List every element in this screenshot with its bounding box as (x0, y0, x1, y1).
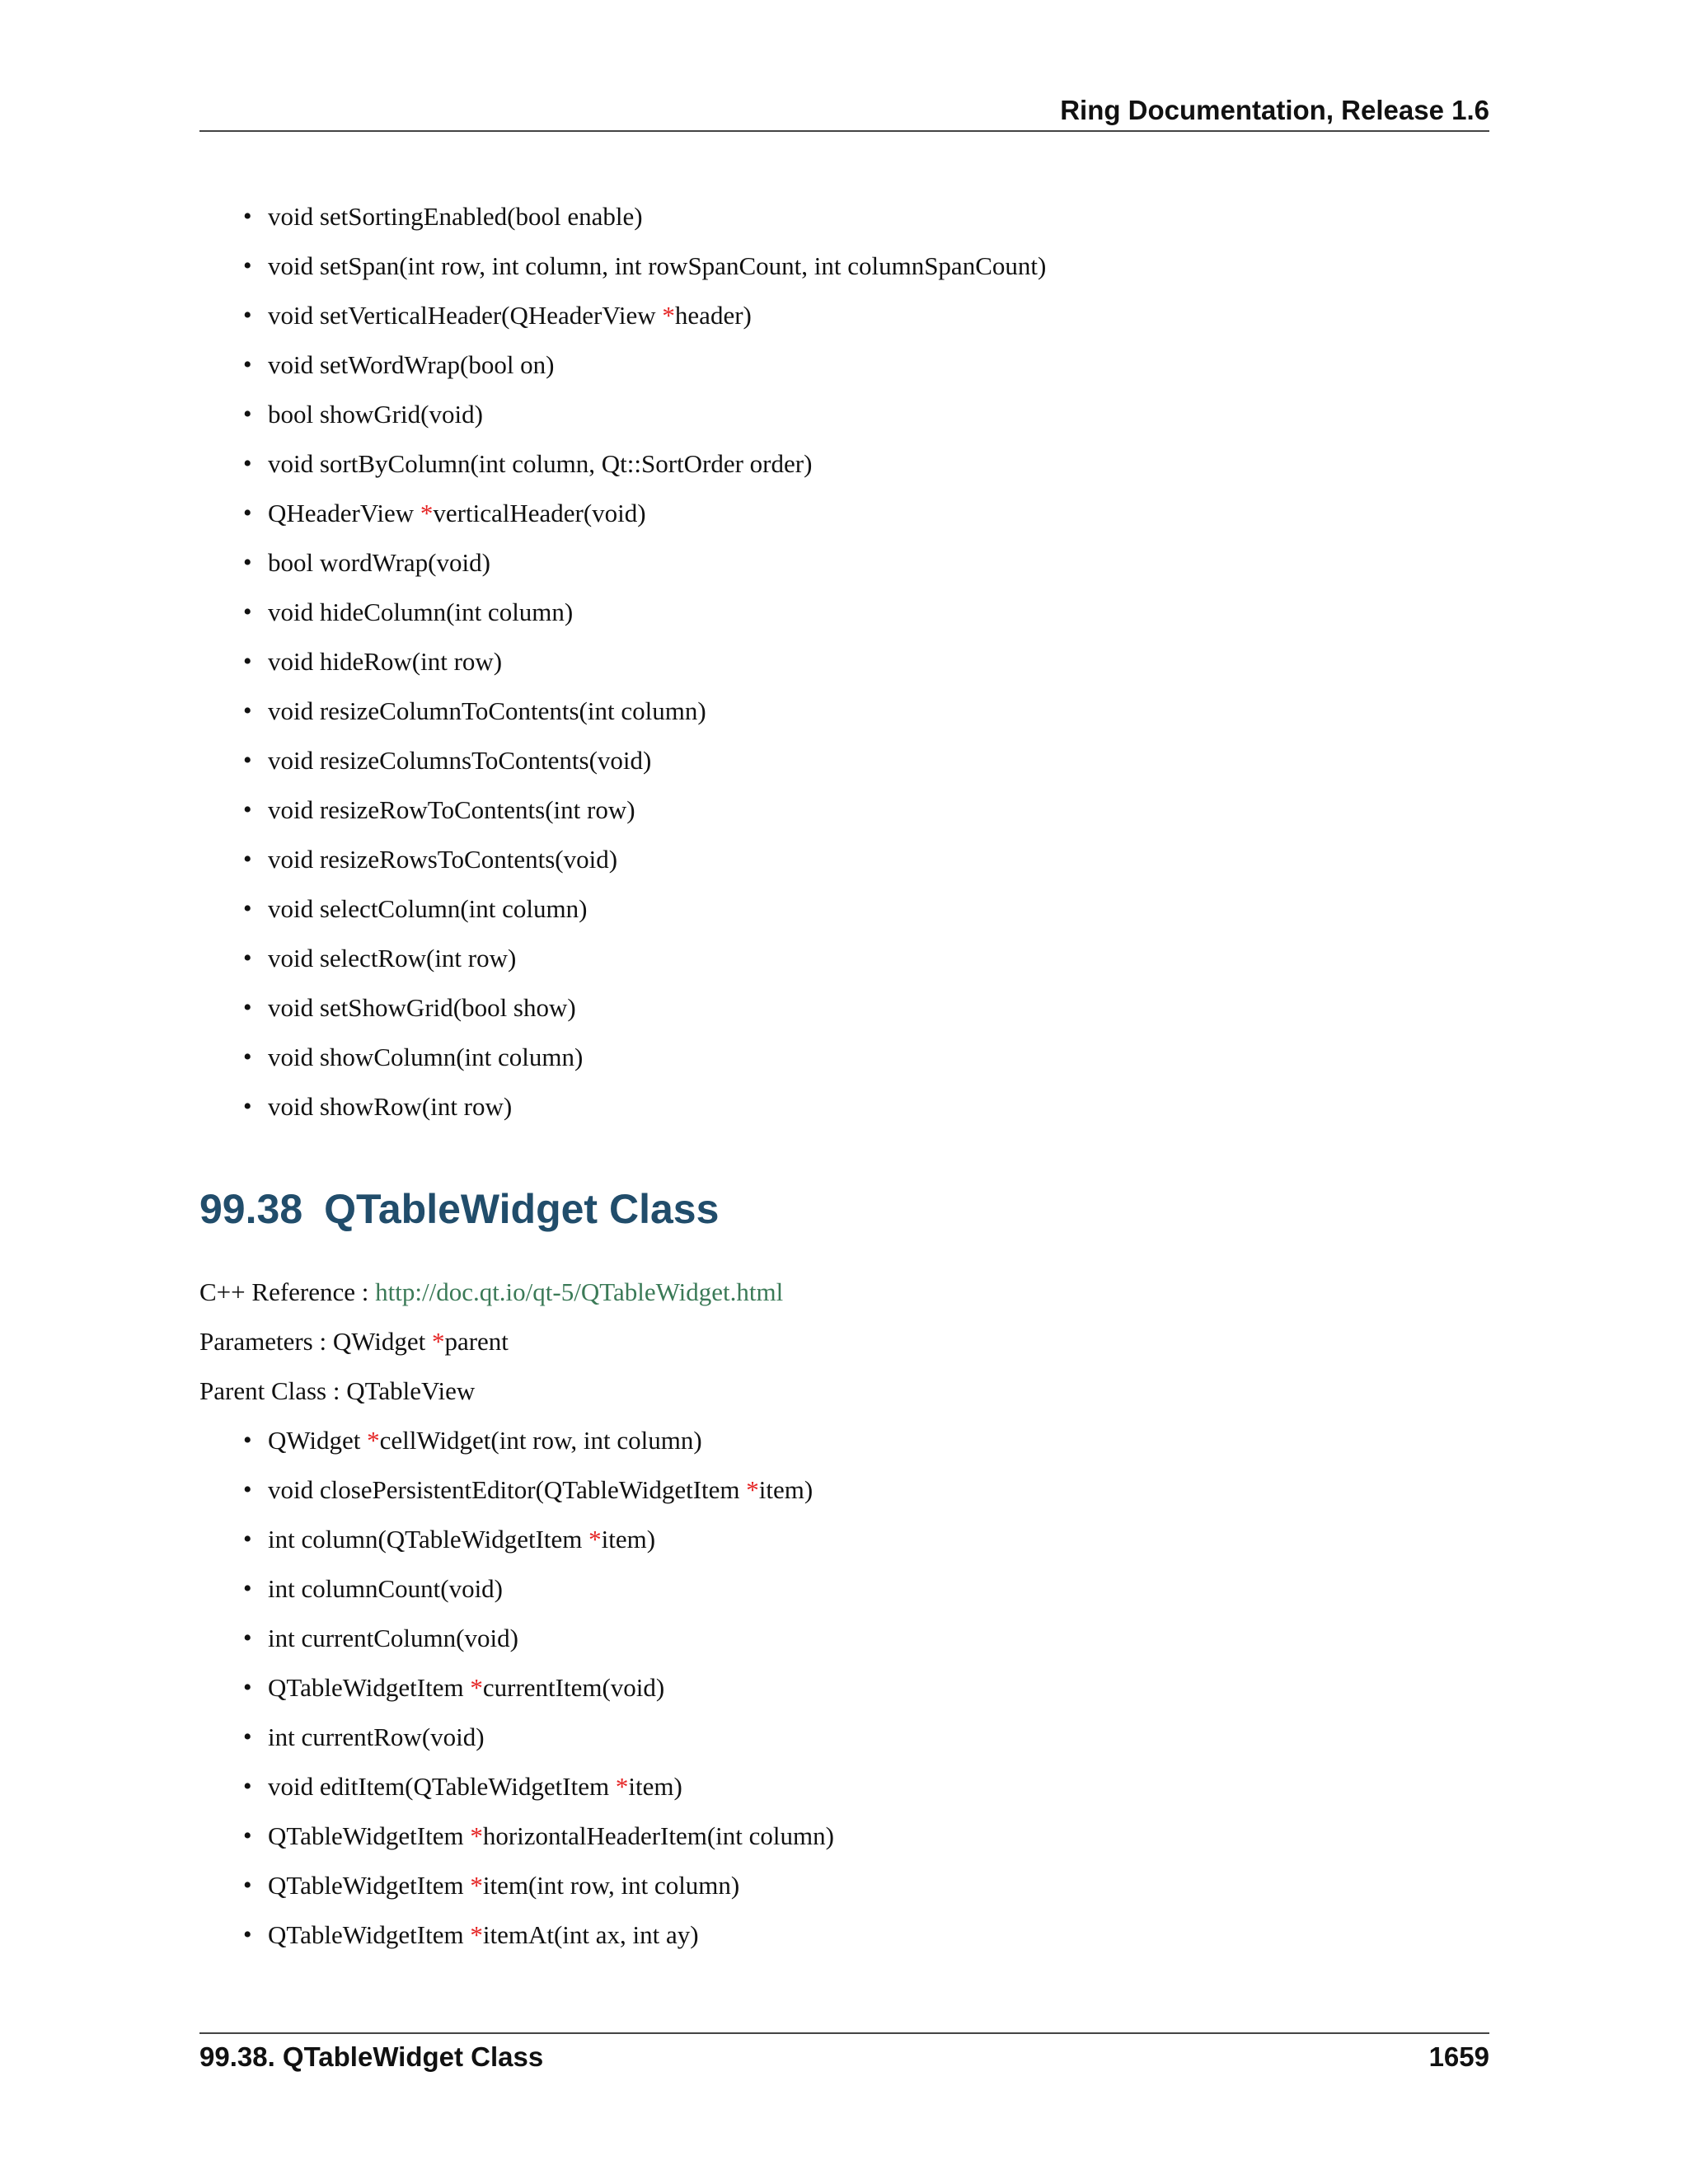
method-signature: void selectColumn(int column) (268, 894, 588, 923)
bullet-icon: • (243, 1575, 252, 1602)
bullet-icon: • (243, 1921, 252, 1948)
bullet-icon: • (243, 1093, 252, 1120)
bullet-icon: • (243, 499, 252, 527)
method-item (243, 1663, 1479, 1713)
cpp-reference-label: C++ Reference : (199, 1277, 376, 1306)
method-item (243, 687, 1479, 736)
method-signature: void setSpan(int row, int column, int rowSpanCount, int columnSpanCount) (268, 251, 1047, 280)
pointer-star: * (470, 1673, 483, 1702)
method-signature-rest: horizontalHeaderItem(int column) (482, 1821, 834, 1850)
method-signature-rest: item) (628, 1772, 682, 1801)
parameters-line (199, 1317, 509, 1366)
bullet-icon: • (243, 994, 252, 1021)
method-signature: void setVerticalHeader(QHeaderView (268, 301, 663, 330)
pointer-star: * (367, 1426, 380, 1455)
bullet-icon: • (243, 747, 252, 774)
bullet-icon: • (243, 1476, 252, 1503)
bullet-icon: • (243, 203, 252, 230)
method-signature: void showColumn(int column) (268, 1043, 584, 1071)
method-item (243, 983, 1479, 1033)
pointer-star: * (470, 1920, 483, 1949)
method-item (243, 736, 1479, 785)
bullet-icon: • (243, 895, 252, 922)
bullet-icon: • (243, 1526, 252, 1553)
method-signature: void setShowGrid(bool show) (268, 993, 576, 1022)
parent-class-line: Parent Class : QTableView (199, 1376, 476, 1405)
method-item (243, 1416, 1479, 1465)
method-item (243, 538, 1479, 588)
method-item (243, 835, 1479, 884)
bullet-icon: • (243, 351, 252, 378)
pointer-star: * (615, 1772, 629, 1801)
method-item (243, 1910, 1479, 1960)
method-item (243, 1762, 1479, 1811)
footer-section-title: 99.38. QTableWidget Class (199, 2041, 544, 2072)
method-signature: QTableWidgetItem (268, 1673, 471, 1702)
method-signature-rest: itemAt(int ax, int ay) (482, 1920, 699, 1949)
method-signature: bool wordWrap(void) (268, 548, 490, 577)
method-item (243, 1033, 1479, 1082)
method-signature-rest: cellWidget(int row, int column) (379, 1426, 702, 1455)
pointer-star: * (746, 1475, 759, 1504)
method-item (243, 192, 1479, 241)
method-signature: QTableWidgetItem (268, 1821, 471, 1850)
method-item (243, 390, 1479, 439)
cpp-reference-line (199, 1268, 783, 1317)
footer-divider (199, 2032, 1489, 2034)
method-signature: void sortByColumn(int column, Qt::SortOrder order) (268, 449, 813, 478)
header-divider (199, 130, 1489, 132)
bullet-icon: • (243, 1043, 252, 1071)
method-signature: QWidget (268, 1426, 368, 1455)
method-signature: bool showGrid(void) (268, 400, 483, 429)
method-signature: void hideRow(int row) (268, 647, 503, 676)
pointer-star: * (470, 1871, 483, 1900)
method-signature: void setWordWrap(bool on) (268, 350, 555, 379)
method-item (243, 1713, 1479, 1762)
method-signature: QTableWidgetItem (268, 1871, 471, 1900)
method-item (243, 439, 1479, 489)
method-signature-rest: currentItem(void) (482, 1673, 665, 1702)
method-signature: void selectRow(int row) (268, 944, 517, 972)
method-signature-rest: item) (601, 1525, 656, 1554)
bullet-icon: • (243, 944, 252, 972)
method-signature: int currentRow(void) (268, 1722, 485, 1751)
section-heading (199, 1180, 719, 1238)
bullet-icon: • (243, 648, 252, 675)
method-signature: int currentColumn(void) (268, 1624, 518, 1652)
document-page (199, 0, 1489, 2184)
bullet-icon: • (243, 401, 252, 428)
method-signature-rest: item(int row, int column) (482, 1871, 740, 1900)
pointer-star: * (662, 301, 675, 330)
bullet-icon: • (243, 1674, 252, 1701)
section-number: 99.38 (199, 1186, 303, 1232)
method-item (243, 637, 1479, 687)
method-item (243, 1515, 1479, 1564)
method-signature: QTableWidgetItem (268, 1920, 471, 1949)
method-signature: int columnCount(void) (268, 1574, 504, 1603)
bullet-icon: • (243, 796, 252, 823)
method-list-qtablewidget (243, 1416, 1479, 1960)
method-item (243, 340, 1479, 390)
method-item (243, 1082, 1479, 1132)
section-title-text: QTableWidget Class (324, 1186, 720, 1232)
method-signature: void resizeColumnsToContents(void) (268, 746, 652, 775)
pointer-star: * (470, 1821, 483, 1850)
bullet-icon: • (243, 549, 252, 576)
pointer-star: * (588, 1525, 602, 1554)
method-signature: void resizeRowsToContents(void) (268, 845, 618, 874)
method-item (243, 241, 1479, 291)
method-signature: void resizeRowToContents(int row) (268, 795, 635, 824)
method-signature-rest: verticalHeader(void) (433, 499, 646, 527)
bullet-icon: • (243, 1624, 252, 1652)
method-list-qtableview (243, 192, 1479, 1132)
method-item (243, 1465, 1479, 1515)
bullet-icon: • (243, 1427, 252, 1454)
method-item (243, 588, 1479, 637)
bullet-icon: • (243, 1773, 252, 1800)
method-signature: int column(QTableWidgetItem (268, 1525, 589, 1554)
method-signature: void showRow(int row) (268, 1092, 513, 1121)
method-item (243, 884, 1479, 934)
pointer-star: * (431, 1327, 445, 1356)
method-signature: void editItem(QTableWidgetItem (268, 1772, 616, 1801)
method-signature: QHeaderView (268, 499, 420, 527)
bullet-icon: • (243, 598, 252, 626)
method-item (243, 1614, 1479, 1663)
method-signature: void closePersistentEditor(QTableWidgetItem (268, 1475, 747, 1504)
method-signature-rest: item) (758, 1475, 814, 1504)
method-signature: void hideColumn(int column) (268, 598, 574, 626)
method-signature: void resizeColumnToContents(int column) (268, 696, 706, 725)
bullet-icon: • (243, 1723, 252, 1750)
bullet-icon: • (243, 1822, 252, 1849)
cpp-reference-link[interactable]: http://doc.qt.io/qt-5/QTableWidget.html (375, 1277, 784, 1306)
bullet-icon: • (243, 450, 252, 477)
method-item (243, 489, 1479, 538)
method-item (243, 934, 1479, 983)
page-number: 1659 (1428, 2041, 1489, 2072)
pointer-star: * (420, 499, 434, 527)
bullet-icon: • (243, 302, 252, 329)
method-item (243, 291, 1479, 340)
method-item (243, 785, 1479, 835)
running-header: Ring Documentation, Release 1.6 (1060, 95, 1489, 125)
bullet-icon: • (243, 252, 252, 279)
bullet-icon: • (243, 1872, 252, 1899)
parameters-value: parent (444, 1327, 509, 1356)
method-item (243, 1811, 1479, 1861)
method-signature-rest: header) (674, 301, 752, 330)
bullet-icon: • (243, 697, 252, 724)
method-item (243, 1861, 1479, 1910)
bullet-icon: • (243, 846, 252, 873)
method-signature: void setSortingEnabled(bool enable) (268, 202, 643, 231)
method-item (243, 1564, 1479, 1614)
parameters-label: Parameters : QWidget (199, 1327, 432, 1356)
